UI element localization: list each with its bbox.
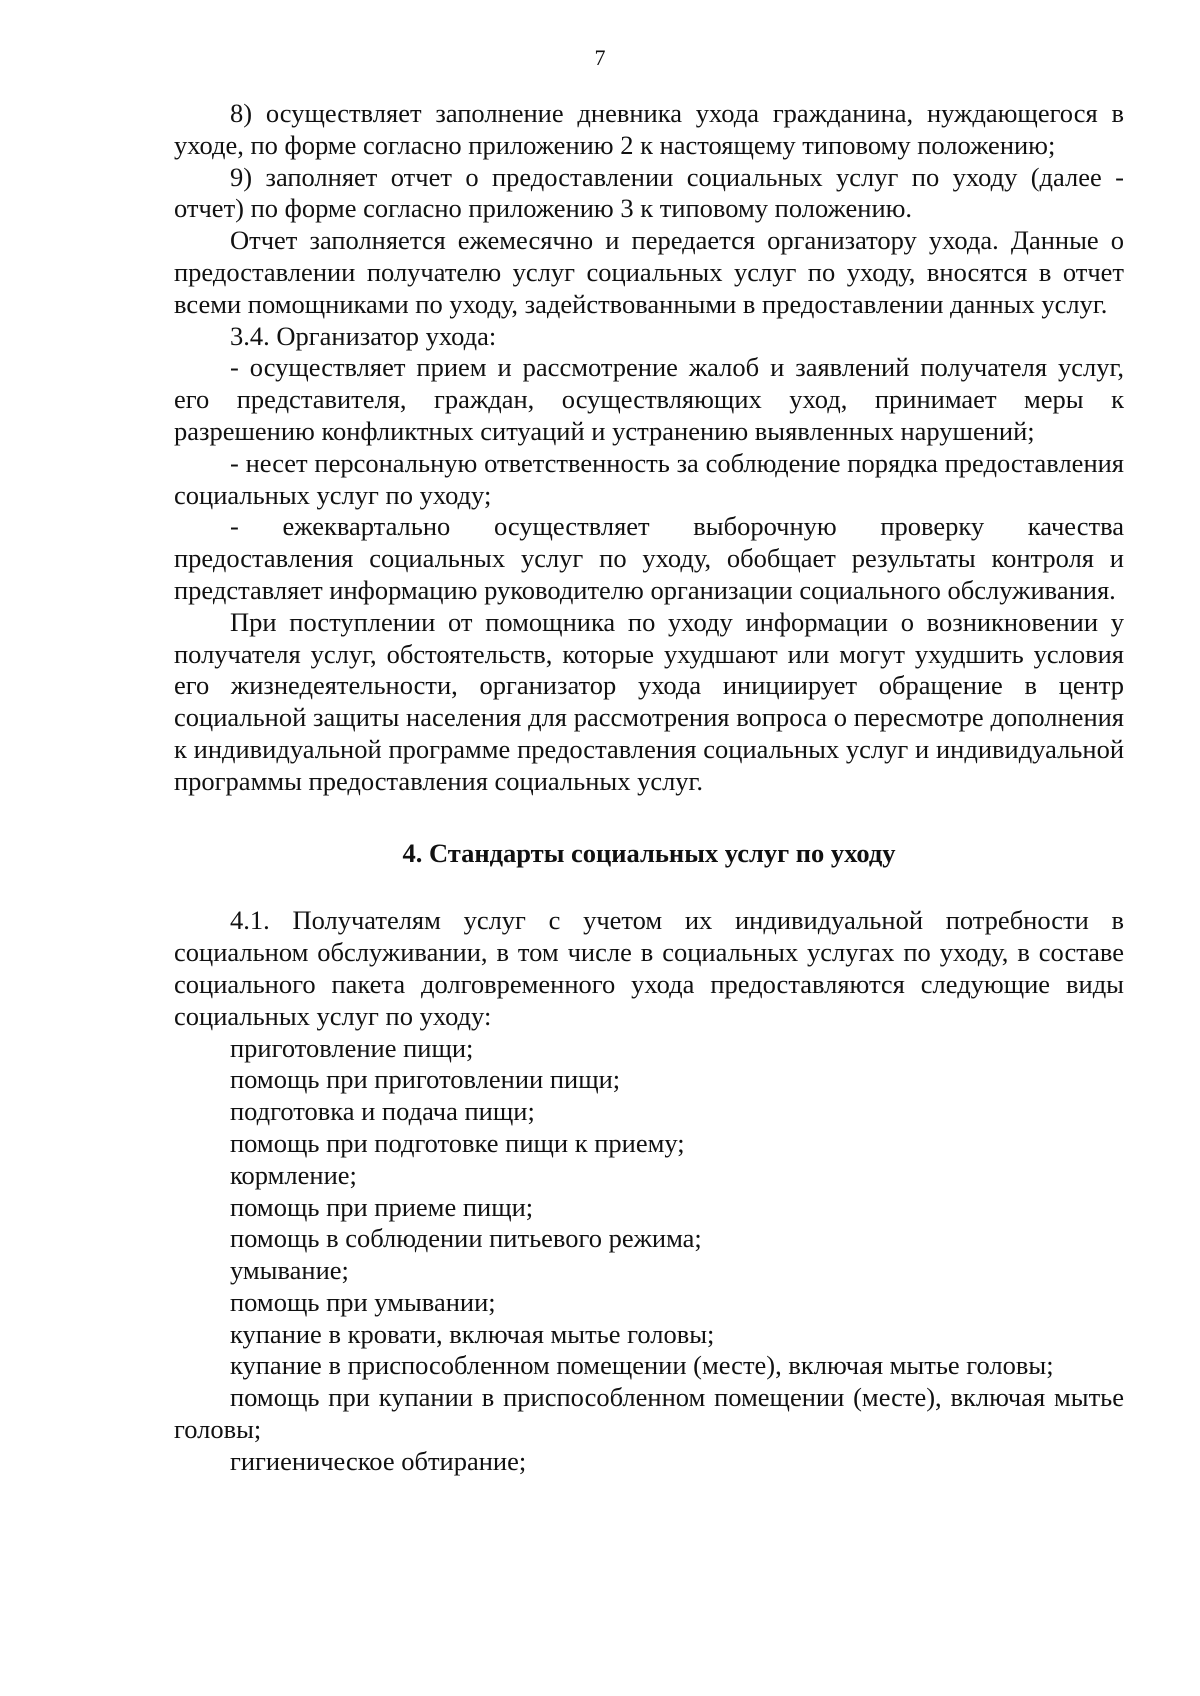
list-item: помощь при подготовке пищи к приему; (230, 1127, 685, 1158)
paragraph-item-8: 8) осуществляет заполнение дневника ухода гражданина, нуждающегося в уходе, по форме согласно приложению 2 к настоящему типовому положению; (174, 98, 1124, 160)
paragraph-responsibility: - несет персональную ответственность за соблюдение порядка предоставления социальных услуг по уходу; (174, 447, 1124, 510)
list-item: гигиеническое обтирание; (230, 1445, 527, 1476)
list-item: купание в кровати, включая мытье головы; (230, 1318, 715, 1349)
paragraph-item-9: 9) заполняет отчет о предоставлении социальных услуг по уходу (далее - отчет) по форме согласно приложению 3 к типовому положению. (174, 161, 1124, 224)
paragraph-circumstances: При поступлении от помощника по уходу информации о возникновении у получателя услуг, обстоятельств, которые ухудшают или могут ухудшить условия его жизнедеятельности, организатор ухода инициирует обращение в центр социальной защиты населения для рассмотрения вопроса о пересмотре дополнения к индивидуальной программе предоставления социальных услуг и индивидуальной программы предоставления социальных услуг. (174, 606, 1124, 796)
section-heading: 4. Стандарты социальных услуг по уходу (402, 837, 896, 868)
list-item: помощь при умывании; (230, 1286, 496, 1317)
list-item: приготовление пищи; (230, 1032, 474, 1063)
paragraph-complaints: - осуществляет прием и рассмотрение жалоб и заявлений получателя услуг, его представителя, граждан, осуществляющих уход, принимает меры к разрешению конфликтных ситуаций и устранению выявленных нарушений; (174, 352, 1124, 446)
document-body (174, 98, 1124, 1478)
paragraph-quarterly-check: - ежеквартально осуществляет выборочную проверку качества предоставления социальных услуг по уходу, обобщает результаты контроля и представляет информацию руководителю организации социального обслуживания. (174, 511, 1124, 605)
services-list (174, 1033, 1124, 1478)
list-item: кормление; (230, 1159, 357, 1190)
list-item: помощь при приготовлении пищи; (230, 1064, 621, 1095)
section-intro: 4.1. Получателям услуг с учетом их индивидуальной потребности в социальном обслуживании, в том числе в социальных услугах по уходу, в составе социального пакета долговременного ухода предоставляются следующие виды социальных услуг по уходу: (174, 905, 1124, 1031)
list-item: помощь в соблюдении питьевого режима; (230, 1223, 702, 1254)
paragraph-report: Отчет заполняется ежемесячно и передается организатору ухода. Данные о предоставлении получателю услуг социальных услуг по уходу, вносятся в отчет всеми помощниками по уходу, задействованными в предоставлении данных услуг. (174, 225, 1124, 319)
list-item: помощь при купании в приспособленном помещении (месте), включая мытье головы; (174, 1382, 1124, 1445)
page-number: 7 (594, 45, 606, 70)
paragraph-3-4: 3.4. Организатор ухода: (230, 320, 497, 351)
list-item: помощь при приеме пищи; (230, 1191, 534, 1222)
list-item: купание в приспособленном помещении (месте), включая мытье головы; (230, 1350, 1054, 1381)
list-item: подготовка и подача пищи; (230, 1096, 535, 1127)
list-item: умывание; (230, 1255, 349, 1286)
